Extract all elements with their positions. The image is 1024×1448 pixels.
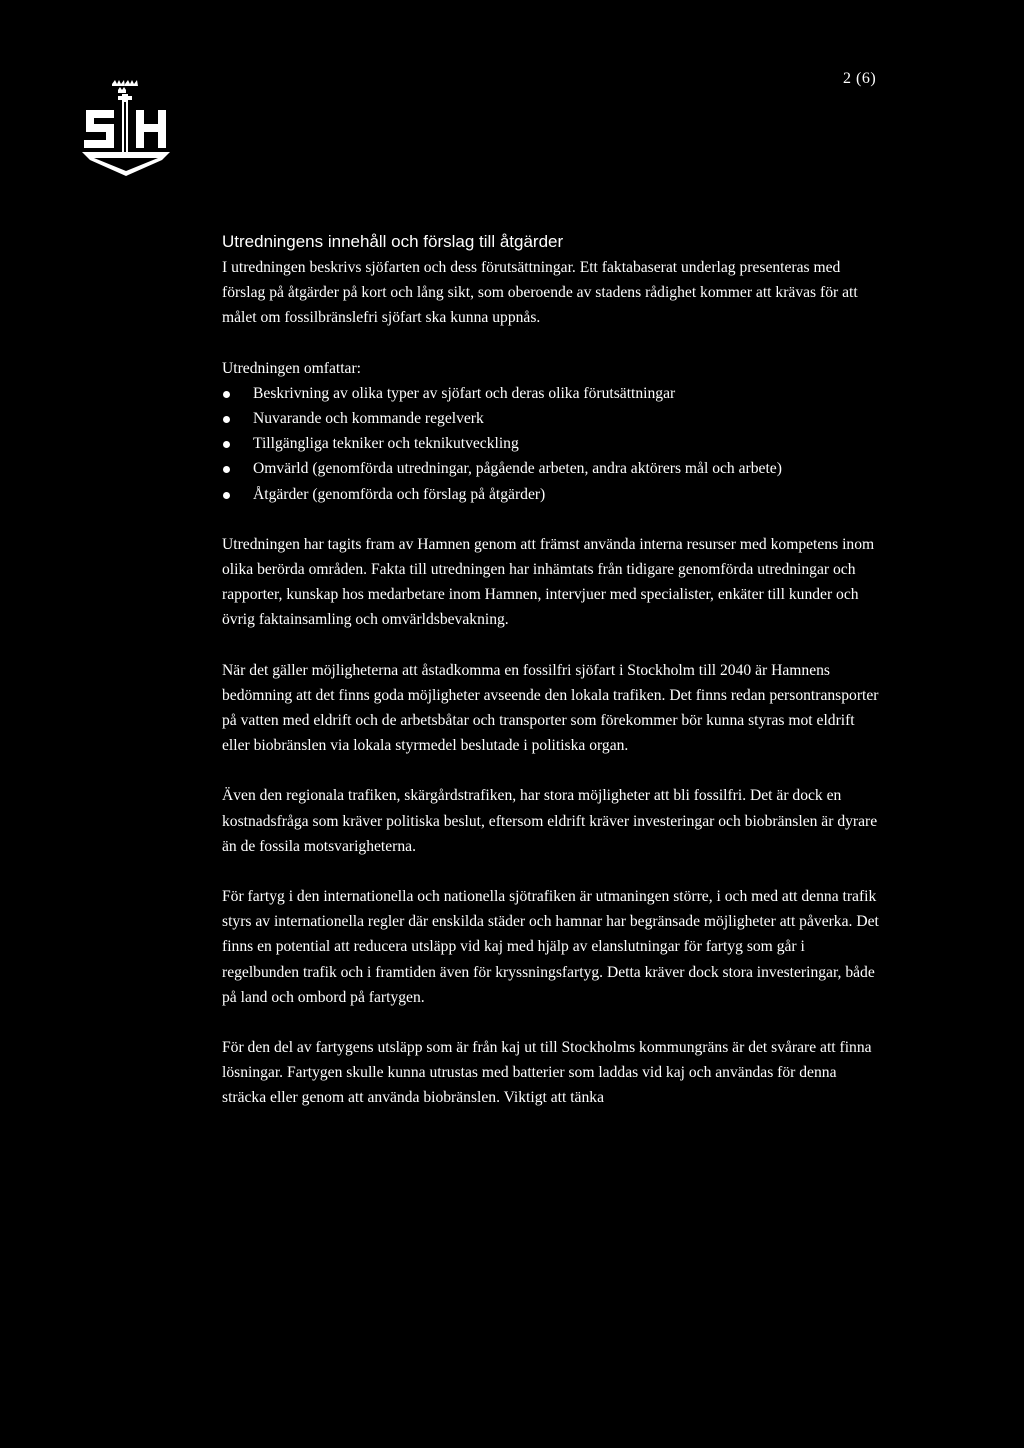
list-item: Tillgängliga tekniker och teknikutveckling [222, 431, 882, 456]
document-body [222, 231, 882, 1136]
intro-paragraph: I utredningen beskrivs sjöfarten och dess förutsättningar. Ett faktabaserat underlag presenteras med förslag på åtgärder på kort och lång sikt, som oberoende av stadens rådighet kommer att krävas för att målet om fossilbränslefri sjöfart ska kunna uppnås. [222, 259, 858, 327]
body-paragraph: För fartyg i den internationella och nationella sjötrafiken är utmaningen större, i och med att denna trafik styrs av internationella regler där enskilda städer och hamnar har begränsade möjligheter att påverka. Det finns en potential att reducera utsläpp vid kaj med hjälp av elanslutningar för fartyg som går i regelbunden trafik och i framtiden även för kryssningsfartyg. Detta kräver dock stora investeringar, både på land och ombord på fartygen. [222, 888, 879, 1006]
body-paragraph: Utredningen har tagits fram av Hamnen genom att främst använda interna resurser med kompetens inom olika berörda områden. Fakta till utredningen har inhämtats från tidigare genomförda utredningar och rapporter, kunskap hos medarbetare inom Hamnen, intervjuer med specialister, enkäter till kunder och övrig faktainsamling och omvärldsbevakning. [222, 535, 875, 629]
bullet-icon [223, 492, 230, 499]
bullet-icon [223, 416, 230, 423]
body-paragraph: När det gäller möjligheterna att åstadkomma en fossilfri sjöfart i Stockholm till 2040 är Hamnens bedömning att det finns goda möjligheter avseende den lokala trafiken. Det finns redan persontransporter på vatten med eldrift och de arbetsbåtar och transporter som förekommer bör kunna styras mot eldrift eller biobränslen via lokala styrmedel beslutade i politiska organ. [222, 661, 879, 755]
section-heading: Utredningens innehåll och förslag till åtgärder [222, 232, 564, 251]
body-paragraph: För den del av fartygens utsläpp som är från kaj ut till Stockholms kommungräns är det svårare att finna lösningar. Fartygen skulle kunna utrustas med batterier som laddas vid kaj och användas för denna sträcka eller genom att använda biobränslen. Viktigt att tänka [222, 1039, 872, 1107]
bullet-icon [223, 466, 230, 473]
page-number: 2 (6) [843, 70, 877, 87]
stockholms-hamnar-logo [80, 78, 172, 178]
list-item: Nuvarande och kommande regelverk [222, 406, 882, 431]
scope-list [222, 381, 882, 507]
list-item: Omvärld (genomförda utredningar, pågående arbeten, andra aktörers mål och arbete) [222, 456, 882, 481]
bullet-icon [223, 391, 230, 398]
list-item: Beskrivning av olika typer av sjöfart och deras olika förutsättningar [222, 381, 882, 406]
list-item: Åtgärder (genomförda och förslag på åtgärder) [222, 482, 882, 507]
bullet-icon [223, 441, 230, 448]
list-intro: Utredningen omfattar: [222, 359, 361, 377]
logo-icon [80, 78, 172, 178]
body-paragraph: Även den regionala trafiken, skärgårdstrafiken, har stora möjligheter att bli fossilfri. Det är dock en kostnadsfråga som kräver politiska beslut, eftersom eldrift kräver investeringar och biobränslen är dyrare än de fossila motsvarigheterna. [222, 787, 878, 855]
